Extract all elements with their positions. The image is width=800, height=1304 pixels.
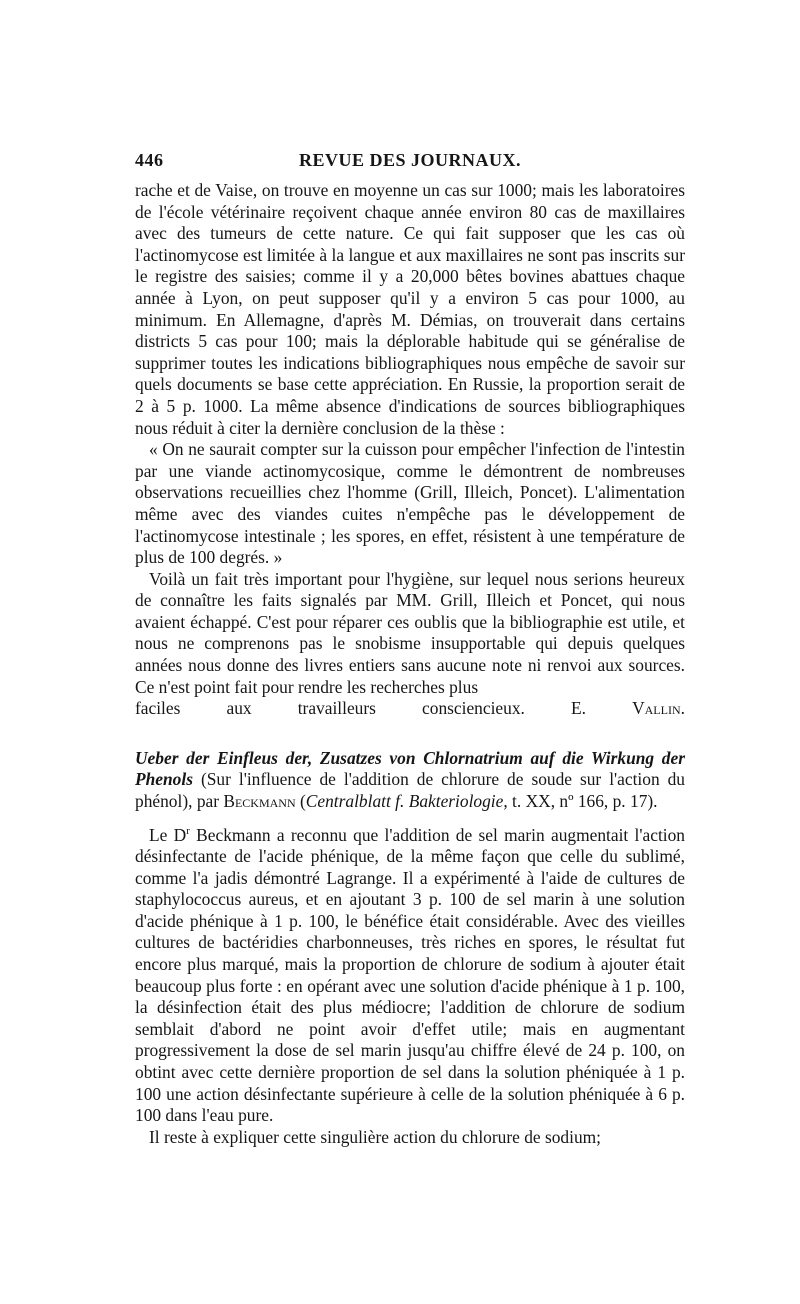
article-title: Ueber der Einfleus der, Zusatzes von Chlornatrium auf die Wirkung der Phenols (135, 747, 685, 790)
source-reference: , t. XX, nº 166, p. 17). (503, 791, 658, 812)
author-initial: E. (570, 698, 586, 719)
journal-title: REVUE DES JOURNAUX. (298, 150, 522, 170)
paragraph-body: Beckmann a reconnu que l'addition de sel marin augmentait l'action désinfectante de l'acide phénique, de la même façon que celle du sublimé, comme l'a jadis démontré Lagrange. Il a expérimenté à l'aide de cultures de staphylococcus aureus, et en ajoutant 3 p. 100 de sel marin à une solution d'acide phénique à 1 p. 100, le bénéfice était considérable. Avec des vieilles cultures de bactéridies charbonneuses, très riches en spores, le résultat fut encore plus marqué, mais la proportion de chlorure de sodium à ajouter était beaucoup plus forte : en opérant avec une solution d'acide phénique à 1 p. 100, la désinfection était des plus médiocre; l'addition de chlorure de sodium semblait d'abord ne point avoir d'effet utile; mais en augmentant progressivement la dose de sel marin jusqu'au chiffre élevé de 24 p. 100, on obtint avec cette dernière proportion de sel dans la solution phéniquée à 1 p. 100 une action désinfectante supérieure à celle de la solution phéniquée à 6 p. 100 dans l'eau pure. (135, 824, 685, 1126)
running-header (135, 150, 685, 180)
heading-spacer (135, 813, 685, 821)
closing-text: faciles aux travailleurs consciencieux. (135, 698, 525, 719)
article-author: Beckmann (223, 791, 296, 812)
article-heading (135, 748, 685, 813)
section-spacer (135, 720, 685, 748)
signature-line (135, 698, 685, 720)
document-page (135, 150, 685, 1148)
article-beckmann (135, 748, 685, 1148)
paragraph-hygiene-comment: Voilà un fait très important pour l'hygiène, sur lequel nous serions heureux de connaître les faits signalés par MM. Grill, Illeich et Poncet, qui nous avaient échappé. C'est pour réparer ces oublis que la bibliographie est utile, et nous ne comprenons pas le snobisme insupportable qui depuis quelques années nous donne des livres entiers sans aucune note ni renvoi aux sources. Ce n'est point fait pour rendre les recherches plus (135, 568, 685, 697)
source-open: ( (295, 791, 306, 812)
article-actinomycose (135, 180, 685, 720)
article-title-translation: (Sur l'influence de l'addition de chlorure de soude sur l'action du phénol), par (135, 769, 685, 812)
author-name: Vallin. (632, 698, 685, 719)
author-signature (571, 698, 685, 718)
paragraph-thesis-quote: « On ne saurait compter sur la cuisson pour empêcher l'infection de l'intestin par une viande actinomycosique, comme le démontrent de nombreuses observations recueillies chez l'homme (Grill, Illeich, Poncet). L'alimentation même avec des viandes cuites n'empêche pas le développement de l'actinomycose intestinale ; les spores, en effet, résistent à une température de plus de 100 degrés. » (135, 439, 685, 568)
paragraph-actinomycose-statistics: rache et de Vaise, on trouve en moyenne un cas sur 1000; mais les laboratoires de l'école vétérinaire reçoivent chaque année environ 80 cas de maxillaires avec des tumeurs de cette nature. Ce qui fait supposer que les cas où l'actinomycose est limitée à la langue et aux maxillaires ne sont pas inscrits sur le registre des saisies; comme il y a 20,000 bêtes bovines abattues chaque année à Lyon, on peut supposer qu'il y a environ 5 cas pour 1000, au minimum. En Allemagne, d'après M. Démias, on trouverait dans certains districts 5 cas pour 100; mais la déplorable habitude qui se généralise de supprimer toutes les indications bibliographiques nous empêche de savoir sur quels documents se base cette appréciation. En Russie, la proportion serait de 2 à 5 p. 1000. La même absence d'indications de sources bibliographiques nous réduit à citer la dernière conclusion de la thèse : (135, 180, 685, 438)
doctor-abbrev: Le D (149, 824, 187, 845)
doctor-abbrev-sup: r (186, 824, 190, 837)
source-journal: Centralblatt f. Bakteriologie (305, 791, 504, 812)
paragraph-explanation: Il reste à expliquer cette singulière action du chlorure de sodium; (149, 1126, 601, 1147)
page-number: 446 (135, 150, 164, 170)
paragraph-beckmann-experiment (135, 821, 685, 1127)
